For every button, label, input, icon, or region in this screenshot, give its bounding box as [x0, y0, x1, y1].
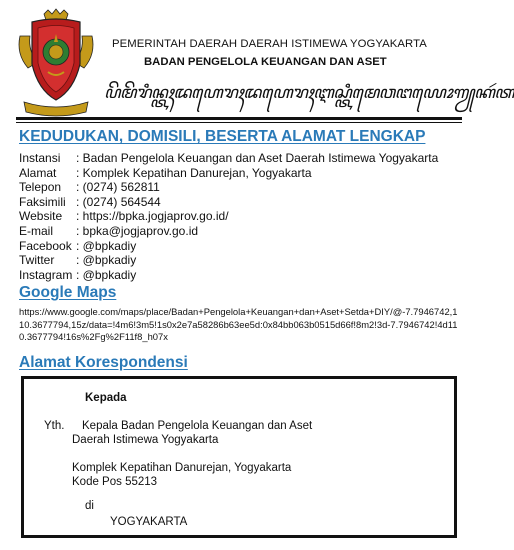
google-maps-link[interactable]: https://www.google.com/maps/place/Badan+Pengelola+Keuangan+dan+Aset+Setda+DIY/@-7.7946742,110.3677794,15z/data=!4m6!3m5!1s0x2e7a58286b63ee5d:0x84bb063b0515d66f!8m2!3d-7.7946742!4d110.3677794!16s%2Fg%2F11f8_h07x — [19, 306, 458, 342]
section-title-google-maps: Google Maps — [19, 284, 117, 301]
contact-value: : Badan Pengelola Keuangan dan Aset Daerah Istimewa Yogyakarta — [76, 151, 439, 165]
email-link[interactable]: : bpka@jogjaprov.go.id — [76, 223, 199, 238]
header-agency-name: BADAN PENGELOLA KEUANGAN DAN ASET — [144, 56, 387, 68]
letter-recipient-line1: Kepala Badan Pengelola Keuangan dan Aset — [82, 420, 313, 432]
contact-value: : @bpkadiy — [76, 253, 137, 268]
header-divider-thin — [16, 122, 462, 123]
contact-label: Faksimili — [19, 194, 66, 209]
contact-label: Twitter — [19, 253, 55, 268]
contact-label: Instansi — [19, 151, 61, 165]
letter-recipient-line2: Daerah Istimewa Yogyakarta — [72, 434, 219, 446]
contact-label: Facebook — [19, 238, 72, 253]
contact-label: Telepon — [19, 180, 62, 195]
contact-label: E-mail — [19, 223, 54, 238]
letter-yth: Yth. — [44, 420, 65, 432]
section-title-correspondence: Alamat Korespondensi — [19, 354, 188, 371]
header-government-name: PEMERINTAH DAERAH DAERAH ISTIMEWA YOGYAKARTA — [112, 38, 427, 50]
contact-value: : @bpkadiy — [76, 238, 137, 253]
letter-address-line1: Komplek Kepatihan Danurejan, Yogyakarta — [72, 462, 292, 474]
header-javanese-script: ꦥꦼꦩꦼꦫꦶꦤ꧀ꦠꦃꦢꦲꦺꦫꦃꦢꦲꦺꦫꦃꦆꦱ꧀ꦠꦶꦩꦺꦮꦔꦪꦺꦴꦒꦾꦏꦂꦠ — [104, 83, 514, 103]
contact-value: : (0274) 562811 — [76, 180, 160, 195]
website-link[interactable]: : https://bpka.jogjaprov.go.id/ — [76, 209, 229, 224]
header-divider-thick — [16, 117, 462, 120]
contact-value: : @bpkadiy — [76, 267, 137, 282]
contact-value: : (0274) 564544 — [76, 194, 161, 209]
contact-label: Alamat — [19, 165, 57, 180]
contact-value: : Komplek Kepatihan Danurejan, Yogyakarta — [76, 165, 312, 180]
emblem-icon — [14, 8, 98, 120]
section-title-domicile: KEDUDUKAN, DOMISILI, BESERTA ALAMAT LENGKAP — [19, 128, 426, 145]
contact-label: Instagram — [19, 267, 73, 282]
letter-di: di — [85, 500, 94, 512]
contact-label: Website — [19, 209, 63, 224]
letter-kepada: Kepada — [85, 392, 127, 404]
letter-city: YOGYAKARTA — [110, 516, 188, 528]
letter-address-line2: Kode Pos 55213 — [72, 476, 158, 488]
